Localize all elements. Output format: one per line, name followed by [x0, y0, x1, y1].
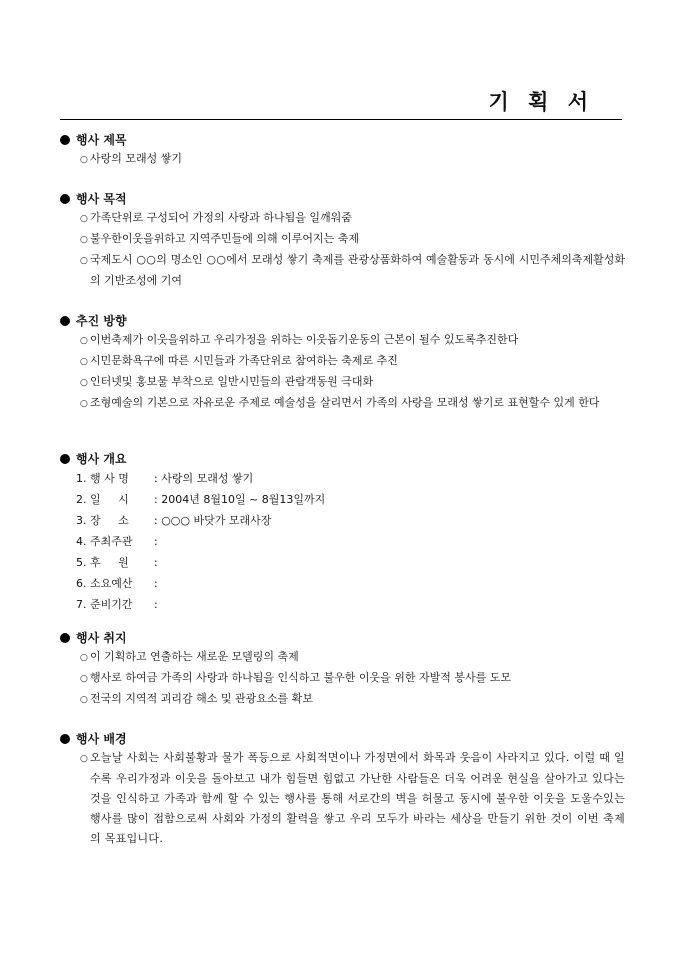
circle-bullet-icon: ○ [80, 754, 89, 764]
list-item: ○ 행사로 하여금 가족의 사랑과 하나됨을 인식하고 불우한 이웃을 위한 자발적 봉사를 도모 [74, 668, 625, 689]
overview-row: 1. 행 사 명 : 사랑의 모래성 쌓기 [76, 472, 254, 485]
section-intent [60, 629, 625, 710]
section-heading: 행사 목적 [60, 190, 625, 208]
section-direction [60, 312, 625, 414]
document-title: 기 획 서 [488, 89, 594, 114]
bullet-icon [60, 194, 70, 204]
list-item: ○ 전국의 지역적 괴리감 해소 및 관광요소를 확보 [74, 689, 625, 710]
overview-row: 6. 소요예산 : [76, 577, 158, 590]
circle-bullet-icon: ○ [80, 695, 88, 705]
section-background [60, 730, 625, 849]
list-item: ○ 조형예술의 기본으로 자유로운 주제로 예술성을 살리면서 가족의 사랑을 모래성 쌓기로 표현할수 있게 한다 [74, 393, 625, 414]
background-paragraph: ○ 오늘날 사회는 사회불황과 물가 폭등으로 사회적면이나 가정면에서 화목과 웃음이 사라지고 있다. 이럴 때 일수록 우리가정과 이웃을 돌아보고 내가 힘들면 힘없고 가난한 사람들은 더욱 어려운 현실을 살아가고 있다는 것을 인식하고 가족과 함께 할 수 있는 행사를 통해 서로간의 벽을 허물고 동시에 불우한 이웃을 도울수있는 행사를 많이 접함으로써 사회와 가정의 활력을 쌓고 우리 모두가 바라는 세상을 만들기 위한 것이 이번 축제의 목표입니다. [80, 751, 625, 845]
section-heading: 행사 제목 [60, 131, 625, 149]
bullet-icon [60, 135, 70, 145]
circle-bullet-icon: ○ [80, 235, 88, 245]
overview-row: 4. 주최주관 : [76, 535, 158, 548]
title-divider [60, 119, 622, 120]
list-item: ○ 이 기획하고 연출하는 새로운 모델링의 축제 [74, 647, 625, 668]
circle-bullet-icon: ○ [80, 378, 88, 388]
circle-bullet-icon: ○ [80, 674, 88, 684]
section-heading: 행사 개요 [60, 450, 625, 468]
list-item: ○ 인터넷및 홍보물 부착으로 일반시민들의 관람객동원 극대화 [74, 372, 625, 393]
section-heading: 행사 배경 [60, 730, 625, 748]
list-item: ○ 국제도시 ○○의 명소인 ○○에서 모래성 쌓기 축제를 관광상품화하여 예술활동과 동시에 시민주체의축제활성화의 기반조성에 기여 [80, 253, 625, 287]
bullet-icon [60, 734, 70, 744]
section-event-name [60, 131, 625, 170]
bullet-icon [60, 454, 70, 464]
list-item: ○ 사랑의 모래성 쌓기 [74, 149, 625, 170]
section-overview [60, 450, 625, 615]
circle-bullet-icon: ○ [80, 653, 88, 663]
bullet-icon [60, 633, 70, 643]
list-item: ○ 불우한이웃을위하고 지역주민들에 의해 이루어지는 축제 [74, 229, 625, 250]
overview-row: 5. 후 원 : [76, 556, 158, 569]
circle-bullet-icon: ○ [80, 357, 88, 367]
bullet-icon [60, 316, 70, 326]
section-heading: 추진 방향 [60, 312, 625, 330]
overview-row: 3. 장 소 : ○○○ 바닷가 모래사장 [76, 514, 272, 527]
circle-bullet-icon: ○ [80, 256, 88, 266]
overview-row: 7. 준비기간 : [76, 598, 158, 611]
circle-bullet-icon: ○ [80, 214, 88, 224]
list-item: ○ 가족단위로 구성되어 가정의 사랑과 하나됨을 일깨워줌 [74, 208, 625, 229]
section-purpose [60, 190, 625, 291]
list-item: ○ 이번축제가 이웃을위하고 우리가정을 위하는 이웃돕기운동의 근본이 될수 있도록추진한다 [74, 330, 625, 351]
circle-bullet-icon: ○ [80, 399, 88, 409]
overview-row: 2. 일 시 : 2004년 8월10일 ~ 8월13일까지 [76, 493, 326, 506]
section-heading: 행사 취지 [60, 629, 625, 647]
list-item: ○ 시민문화욕구에 따른 시민들과 가족단위로 참여하는 축제로 추진 [74, 351, 625, 372]
circle-bullet-icon: ○ [80, 336, 88, 346]
circle-bullet-icon: ○ [80, 155, 88, 165]
